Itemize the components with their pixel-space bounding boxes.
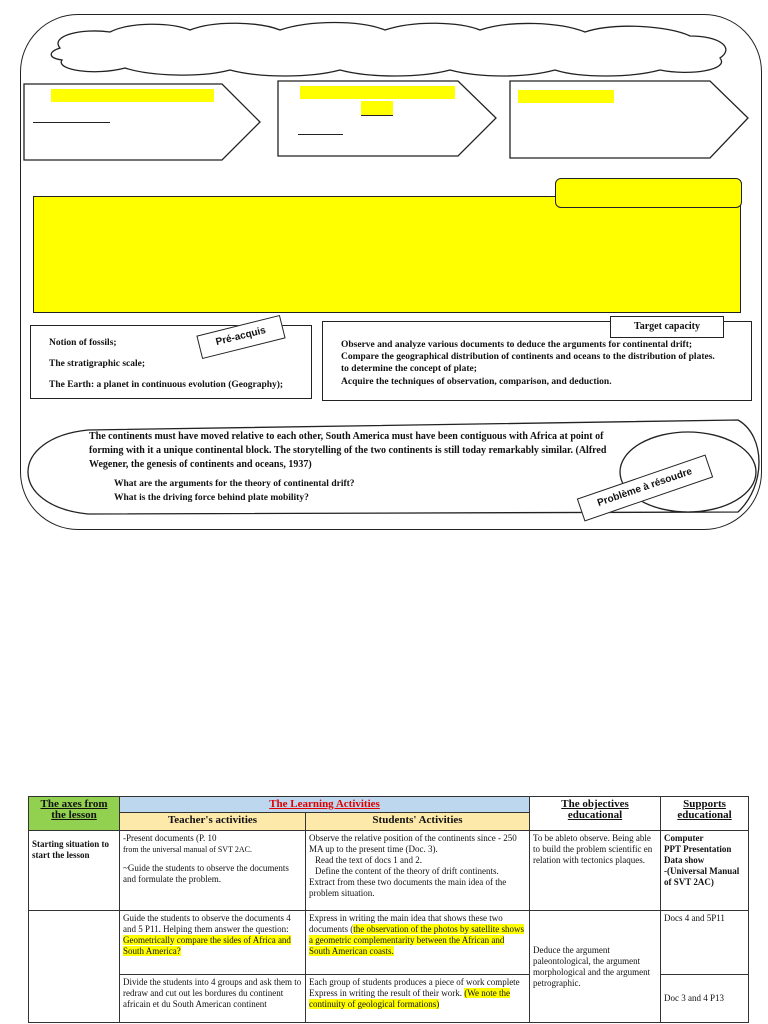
- title-cloud: [40, 18, 740, 80]
- target-item-cont: to determine the concept of plate;: [341, 364, 477, 374]
- problem-question: What are the arguments for the theory of continental drift?: [114, 479, 355, 489]
- arrow2-highlight: [300, 86, 455, 99]
- supports-cell: Doc 3 and 4 P13: [661, 975, 749, 1023]
- lesson-table: [28, 796, 749, 1023]
- problem-quote: The continents must have moved relative to each other, South America must have been contiguous with Africa at point of forming with it a unique continental block. The storytelling of the two continents is still today remarkably similar. (Alfred Wegener, the genesis of continents and oceans, 1937): [89, 431, 607, 470]
- objectives-cell: To be ableto observe. Being able to build the problem scientific en relation with tectonics plaques.: [530, 831, 661, 911]
- problem-question: What is the driving force behind plate mobility?: [114, 493, 309, 503]
- problem-tag: Problème à résoudre: [577, 455, 713, 522]
- arrow2-rule-small: [361, 115, 393, 116]
- header-objectives: The objectives educational: [530, 797, 661, 831]
- students-cell: Express in writing the main idea that shows these two documents (the observation of the photos by satellite shows a geometric complementarity between the African and South American coasts.: [306, 911, 530, 975]
- axis-cell: [29, 911, 120, 1023]
- students-cell: Each group of students produces a piece of work complete Express in writing the result of their work. (We note the continuity of geological formations): [306, 975, 530, 1023]
- prerequisites-tag: Pré-acquis: [196, 315, 285, 359]
- prereq-item: Notion of fossils;: [49, 338, 117, 348]
- table-row: [29, 831, 749, 911]
- supports-cell: Computer PPT Presentation Data show -(Universal Manual of SVT 2AC): [661, 831, 749, 911]
- target-capacity-tag: Target capacity: [610, 316, 724, 338]
- prereq-item: The stratigraphic scale;: [49, 359, 146, 369]
- axis-cell: Starting situation to start the lesson: [29, 831, 120, 911]
- header-teacher: Teacher's activities: [120, 813, 306, 831]
- arrow2-highlight-small: [361, 101, 393, 115]
- header-supports: Supports educational: [661, 797, 749, 831]
- target-item: Compare the geographical distribution of continents and oceans to the distribution of plates.: [341, 352, 715, 362]
- target-item: Observe and analyze various documents to deduce the arguments for continental drift;: [341, 340, 693, 350]
- target-item: Acquire the techniques of observation, comparison, and deduction.: [341, 377, 612, 387]
- teacher-cell: -Present documents (P. 10 from the universal manual of SVT 2AC. ~Guide the students to observe the documents and formulate the problem.: [120, 831, 306, 911]
- banner-tag: [555, 178, 742, 208]
- arrow1-rule: [33, 122, 110, 123]
- objectives-cell: Deduce the argument paleontological, the argument morphological and the argument petrographic.: [530, 911, 661, 1023]
- title-banner: [33, 196, 741, 313]
- header-learning-activities: The Learning Activities: [120, 797, 530, 813]
- supports-cell: Docs 4 and 5P11: [661, 911, 749, 975]
- header-axes: The axes from the lesson: [29, 797, 120, 831]
- arrow1-highlight: [51, 89, 214, 102]
- header-students: Students' Activities: [306, 813, 530, 831]
- teacher-cell: Divide the students into 4 groups and ask them to redraw and cut out les bordures du continent africain et du South American continent: [120, 975, 306, 1023]
- students-cell: Observe the relative position of the continents since - 250 MA up to the present time (Doc. 3). Read the text of docs 1 and 2. Define the content of the theory of drift continents. Extract from these two documents the main idea of the problem situation.: [306, 831, 530, 911]
- arrow2-rule: [298, 134, 343, 135]
- arrow3-highlight: [518, 90, 614, 103]
- prereq-item: The Earth: a planet in continuous evolution (Geography);: [49, 380, 284, 390]
- teacher-cell: Guide the students to observe the documents 4 and 5 P11. Helping them answer the question: Geometrically compare the sides of Africa and South America?: [120, 911, 306, 975]
- table-row: [29, 911, 749, 975]
